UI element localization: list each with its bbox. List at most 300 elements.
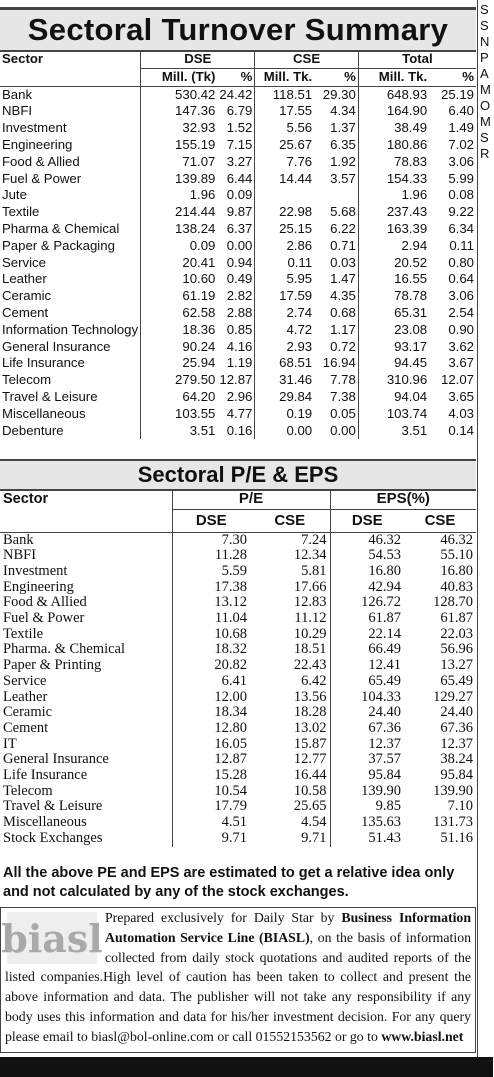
sector-cell: Cement [3,719,49,736]
dse-pct-cell: 12.87 [219,372,253,388]
pe-dse-cell: 15.28 [172,768,250,784]
pe-cse-cell: 25.65 [293,798,327,815]
turnover-table [0,51,476,439]
dse-mill-header: Mill. (Tk) [141,68,218,86]
cse-value-cell: 2.74 [255,305,314,322]
dse-value-cell: 147.36 [141,103,218,120]
turnover-row [0,288,476,305]
pe-eps-row [0,752,476,768]
eps-dse-cell: 24.40 [330,705,404,721]
cse-value-cell: 2.93 [255,339,314,356]
eps-cse-cell: 40.83 [440,578,473,595]
total-pct-cell: 3.62 [448,338,474,354]
pe-dse-cell: 12.00 [172,690,250,706]
turnover-subheader-row [0,68,476,86]
turnover-row [0,389,476,406]
cse-pct-cell [314,187,358,204]
eps-cse-cell: 131.73 [433,814,473,831]
turnover-row [0,103,476,120]
cse-value-cell: 2.86 [255,238,314,255]
dse-value-cell: 25.94 [141,355,218,372]
total-pct-cell: 2.54 [448,304,474,320]
dse-value-cell: 138.24 [141,221,218,238]
pe-eps-row [0,784,476,800]
cse-pct-cell: 0.05 [330,405,356,421]
eps-cse-cell: 46.32 [440,531,473,548]
sector-cell: Pharma & Chemical [2,220,120,236]
cse-pct-cell: 1.47 [330,271,356,287]
biasl-org-name: Business Information Automation Service Line (BIASL) [105,910,471,945]
eps-dse-cell: 16.80 [330,564,404,580]
sector-cell: General Insurance [2,338,111,354]
cse-value-cell: 17.59 [255,288,314,305]
turnover-row [0,372,476,389]
eps-cse-cell: 51.16 [440,829,473,846]
sector-cell: Food & Allied [3,594,87,611]
eps-dse-cell: 66.49 [330,642,404,658]
sector-cell: IT [3,735,17,752]
side-letter: A [480,66,489,81]
total-value-cell: 16.55 [358,271,429,288]
pe-dse-cell: 7.30 [172,532,250,548]
pe-eps-row [0,548,476,564]
pe-eps-row [0,737,476,753]
eps-dse-cell: 51.43 [330,831,404,847]
cse-value-cell: 7.76 [255,154,314,171]
pe-dse-header: DSE [172,509,250,532]
dse-pct-cell: 0.49 [226,271,253,287]
sector-cell: Fuel & Power [2,170,82,186]
pe-eps-table [0,489,476,847]
sector-cell: Paper & Printing [3,657,102,674]
side-letter: M [480,114,491,129]
total-pct-cell: 6.34 [448,220,474,236]
cse-pct-cell: 1.17 [330,321,356,337]
total-value-cell: 648.93 [358,86,429,103]
pe-eps-row [0,799,476,815]
eps-dse-cell: 12.37 [330,737,404,753]
cse-pct-cell: 0.72 [330,338,356,354]
eps-header: EPS(%) [330,489,476,509]
biasl-logo-text: biasl [1,916,103,961]
pe-eps-row [0,815,476,831]
pe-eps-row [0,768,476,784]
biasl-website-link[interactable]: www.biasl.net [381,1028,464,1044]
turnover-row [0,305,476,322]
total-value-cell: 1.96 [358,187,429,204]
cse-pct-cell: 4.34 [330,103,356,119]
pe-dse-cell: 12.87 [172,752,250,768]
cse-value-cell: 25.67 [255,137,314,154]
dse-pct-cell: 2.82 [226,288,253,304]
total-pct-cell: 0.64 [448,271,474,287]
cse-value-cell: 31.46 [255,372,314,389]
total-value-cell: 237.43 [358,204,429,221]
pe-eps-row [0,658,476,674]
total-value-cell: 94.04 [358,389,429,406]
total-pct-cell: 0.80 [448,254,474,270]
pe-eps-row [0,831,476,847]
sector-cell: Information Technology [2,321,139,337]
turnover-body [0,86,476,439]
turnover-row [0,355,476,372]
total-pct-cell: 1.49 [448,120,474,136]
eps-dse-cell: 42.94 [330,580,404,596]
sector-cell: Bank [2,86,33,102]
total-pct-cell: 0.14 [448,422,474,438]
total-value-cell: 94.45 [358,355,429,372]
pe-eps-row [0,611,476,627]
total-pct-cell: 0.08 [448,187,474,203]
pe-cse-cell: 10.58 [293,782,327,799]
eps-cse-cell: 56.96 [440,641,473,658]
sector-cell: Travel & Leisure [3,798,103,815]
dse-value-cell: 20.41 [141,255,218,272]
sector-cell: Stock Exchanges [3,829,103,846]
eps-dse-cell: 12.41 [330,658,404,674]
dse-value-cell: 103.55 [141,406,218,423]
dse-value-cell: 155.19 [141,137,218,154]
cse-value-cell: 0.11 [255,255,314,272]
cse-pct-cell: 1.92 [330,153,356,169]
top-strip [0,0,476,8]
pe-cse-cell: 12.77 [293,751,327,768]
total-pct-header: % [429,68,476,86]
sector-header: Sector [2,51,44,67]
cse-pct-cell: 0.68 [330,304,356,320]
total-value-cell: 20.52 [358,255,429,272]
pe-eps-body [0,532,476,847]
side-letter: N [480,34,490,49]
turnover-row [0,204,476,221]
sector-cell: Jute [2,187,27,203]
dse-value-cell: 90.24 [141,339,218,356]
sector-cell: Pharma. & Chemical [3,641,126,658]
turnover-row [0,154,476,171]
sector-cell: Service [2,254,46,270]
dse-pct-cell: 0.16 [226,422,253,438]
pe-cse-cell: 17.66 [293,578,327,595]
eps-cse-cell: 7.10 [447,798,473,815]
dse-pct-cell: 3.27 [226,153,253,169]
cse-pct-cell: 29.30 [322,86,356,102]
total-value-cell: 154.33 [358,171,429,188]
turnover-row [0,322,476,339]
cse-pct-cell: 6.35 [330,136,356,152]
pe-cse-header: CSE [250,509,330,532]
turnover-row [0,137,476,154]
side-letter: S [480,2,489,17]
cse-pct-cell: 3.57 [330,170,356,186]
total-pct-cell: 3.06 [448,153,474,169]
pe-eps-title: Sectoral P/E & EPS [0,459,476,491]
pe-cse-cell: 16.44 [293,767,327,784]
turnover-row [0,86,476,103]
eps-cse-cell: 55.10 [440,547,473,564]
sector-cell: Service [3,672,47,689]
total-value-cell: 2.94 [358,238,429,255]
pe-dse-cell: 5.59 [172,564,250,580]
pe-eps-row [0,595,476,611]
cse-value-cell: 0.00 [255,423,314,440]
dse-pct-cell: 6.37 [226,220,253,236]
pe-cse-cell: 6.42 [301,672,327,689]
eps-cse-cell: 13.27 [440,657,473,674]
total-header: Total [358,51,476,68]
dse-value-cell: 279.50 [141,372,218,389]
eps-cse-cell: 61.87 [440,610,473,627]
dse-value-cell: 64.20 [141,389,218,406]
pe-cse-cell: 12.83 [293,594,327,611]
turnover-row [0,406,476,423]
pe-cse-cell: 18.51 [293,641,327,658]
side-letter: R [480,146,490,161]
cse-value-cell [255,187,314,204]
eps-cse-cell: 24.40 [440,704,473,721]
cse-pct-header: % [314,68,358,86]
eps-cse-cell: 139.90 [433,782,473,799]
eps-cse-cell: 12.37 [440,735,473,752]
pe-dse-cell: 16.05 [172,737,250,753]
cse-value-cell: 22.98 [255,204,314,221]
sector-cell: Leather [2,271,47,287]
side-letter: O [480,98,491,113]
turnover-row [0,271,476,288]
total-value-cell: 93.17 [358,339,429,356]
biasl-logo [1,912,103,964]
pe-cse-cell: 13.02 [293,719,327,736]
pe-dse-cell: 18.34 [172,705,250,721]
pe-dse-cell: 11.04 [172,611,250,627]
dse-pct-cell: 0.00 [226,237,253,253]
dse-pct-cell: 9.87 [226,204,253,220]
cse-value-cell: 14.44 [255,171,314,188]
dse-pct-cell: 0.09 [226,187,253,203]
sector-cell: Debenture [2,422,64,438]
sector-cell: Miscellaneous [2,405,86,421]
adjacent-column-fragment [477,0,494,1060]
total-pct-cell: 0.11 [449,237,474,253]
side-letter: P [480,50,489,65]
pe-dse-cell: 17.38 [172,580,250,596]
turnover-row [0,423,476,440]
dse-value-cell: 61.19 [141,288,218,305]
dse-value-cell: 18.36 [141,322,218,339]
side-letter: M [480,82,491,97]
eps-dse-cell: 37.57 [330,752,404,768]
pe-header: P/E [172,489,330,509]
total-value-cell: 23.08 [358,322,429,339]
pe-sector-header: Sector [3,491,49,507]
pe-eps-row [0,532,476,548]
sector-cell: Textile [2,204,40,220]
eps-dse-cell: 126.72 [330,595,404,611]
eps-cse-header: CSE [404,509,476,532]
sector-cell: Telecom [3,782,53,799]
dse-pct-cell: 24.42 [219,86,253,102]
sector-cell: Engineering [2,136,73,152]
eps-dse-cell: 67.36 [330,721,404,737]
eps-cse-cell: 129.27 [433,688,473,705]
sector-cell: Investment [3,562,68,579]
pe-eps-row [0,564,476,580]
pe-cse-cell: 18.28 [293,704,327,721]
eps-cse-cell: 95.84 [440,767,473,784]
cse-value-cell: 17.55 [255,103,314,120]
total-pct-cell: 7.02 [448,136,474,152]
total-value-cell: 78.78 [358,288,429,305]
sector-cell: Travel & Leisure [2,388,98,404]
pe-dse-cell: 10.54 [172,784,250,800]
eps-dse-cell: 22.14 [330,627,404,643]
eps-dse-cell: 61.87 [330,611,404,627]
sector-cell: Cement [2,304,49,320]
pe-cse-cell: 15.87 [293,735,327,752]
eps-dse-cell: 95.84 [330,768,404,784]
bottom-bar [0,1057,493,1077]
pe-cse-cell: 7.24 [301,531,327,548]
eps-dse-cell: 135.63 [330,815,404,831]
eps-cse-cell: 67.36 [440,719,473,736]
pe-dse-cell: 17.79 [172,799,250,815]
pe-cse-cell: 10.29 [293,625,327,642]
sector-cell: General Insurance [3,751,109,768]
pe-cse-cell: 12.34 [293,547,327,564]
cse-pct-cell: 7.38 [330,388,356,404]
sector-cell: Telecom [2,372,52,388]
total-value-cell: 65.31 [358,305,429,322]
total-value-cell: 180.86 [358,137,429,154]
eps-dse-cell: 9.85 [330,799,404,815]
pe-eps-row [0,721,476,737]
total-pct-cell: 0.90 [448,321,474,337]
eps-dse-cell: 54.53 [330,548,404,564]
sector-cell: Food & Allied [2,153,80,169]
total-pct-cell: 3.67 [448,355,474,371]
dse-value-cell: 71.07 [141,154,218,171]
sector-cell: Ceramic [3,704,53,721]
dse-pct-cell: 0.85 [226,321,253,337]
eps-dse-cell: 65.49 [330,674,404,690]
dse-pct-cell: 4.16 [226,338,253,354]
dse-pct-cell: 6.79 [226,103,253,119]
eps-cse-cell: 22.03 [440,625,473,642]
total-value-cell: 78.83 [358,154,429,171]
dse-value-cell: 1.96 [141,187,218,204]
dse-header: DSE [141,51,255,68]
pe-eps-row [0,705,476,721]
eps-cse-cell: 38.24 [440,751,473,768]
cse-value-cell: 29.84 [255,389,314,406]
total-value-cell: 164.90 [358,103,429,120]
sector-cell: NBFI [3,547,37,564]
dse-value-cell: 139.89 [141,171,218,188]
cse-value-cell: 4.72 [255,322,314,339]
dse-pct-header: % [217,68,255,86]
total-value-cell: 3.51 [358,423,429,440]
dse-pct-cell: 1.52 [226,120,253,136]
dse-pct-cell: 1.19 [226,355,253,371]
dse-value-cell: 10.60 [141,271,218,288]
dse-value-cell: 214.44 [141,204,218,221]
total-value-cell: 38.49 [358,120,429,137]
cse-mill-header: Mill. Tk. [255,68,314,86]
total-value-cell: 310.96 [358,372,429,389]
pe-dse-cell: 9.71 [172,831,250,847]
sector-cell: Investment [2,120,67,136]
pe-eps-row [0,580,476,596]
total-pct-cell: 9.22 [448,204,474,220]
total-pct-cell: 25.19 [440,86,474,102]
turnover-row [0,221,476,238]
cse-pct-cell: 16.94 [322,355,356,371]
pe-cse-cell: 13.56 [293,688,327,705]
total-pct-cell: 5.99 [448,170,474,186]
sector-cell: Ceramic [2,288,52,304]
cse-pct-cell: 0.71 [330,237,356,253]
pe-cse-cell: 9.71 [301,829,327,846]
pe-dse-cell: 11.28 [172,548,250,564]
dse-pct-cell: 2.88 [226,304,253,320]
total-pct-cell: 3.06 [448,288,474,304]
turnover-row [0,187,476,204]
side-letter: S [480,18,489,33]
dse-value-cell: 0.09 [141,238,218,255]
eps-cse-cell: 65.49 [440,672,473,689]
cse-value-cell: 68.51 [255,355,314,372]
turnover-row [0,171,476,188]
sector-cell: Engineering [3,578,74,595]
cse-pct-cell: 0.00 [330,422,356,438]
biasl-text-intro: Prepared exclusively for Daily Star by [105,910,342,925]
sector-cell: Fuel & Power [3,610,85,627]
turnover-header-row [0,51,476,68]
total-pct-cell: 12.07 [440,372,474,388]
pe-cse-cell: 22.43 [293,657,327,674]
pe-dse-cell: 13.12 [172,595,250,611]
pe-eps-row [0,690,476,706]
cse-value-cell: 0.19 [255,406,314,423]
cse-pct-cell: 4.35 [330,288,356,304]
sector-cell: Life Insurance [3,767,88,784]
cse-value-cell: 5.95 [255,271,314,288]
sector-cell: Paper & Packaging [2,237,115,253]
pe-subheader-row [0,509,476,532]
cse-pct-cell: 0.03 [330,254,356,270]
pe-eps-row [0,674,476,690]
cse-pct-cell: 7.78 [330,372,356,388]
side-letter: S [480,130,489,145]
page-title: Sectoral Turnover Summary [0,8,476,52]
eps-cse-cell: 128.70 [433,594,473,611]
cse-pct-cell: 5.68 [330,204,356,220]
sector-cell: Textile [3,625,44,642]
cse-value-cell: 5.56 [255,120,314,137]
pe-dse-cell: 18.32 [172,642,250,658]
estimate-note: All the above PE and EPS are estimated to get a relative idea only and not calculated by any of the stock exchanges. [3,865,455,900]
dse-pct-cell: 6.44 [226,170,253,186]
dse-value-cell: 32.93 [141,120,218,137]
biasl-credit-box [0,907,476,1053]
sector-cell: Miscellaneous [3,814,87,831]
dse-pct-cell: 2.96 [226,388,253,404]
cse-pct-cell: 1.37 [330,120,356,136]
pe-dse-cell: 20.82 [172,658,250,674]
pe-cse-cell: 5.81 [301,562,327,579]
pe-cse-cell: 11.12 [294,610,327,627]
total-pct-cell: 3.65 [448,388,474,404]
total-value-cell: 103.74 [358,406,429,423]
